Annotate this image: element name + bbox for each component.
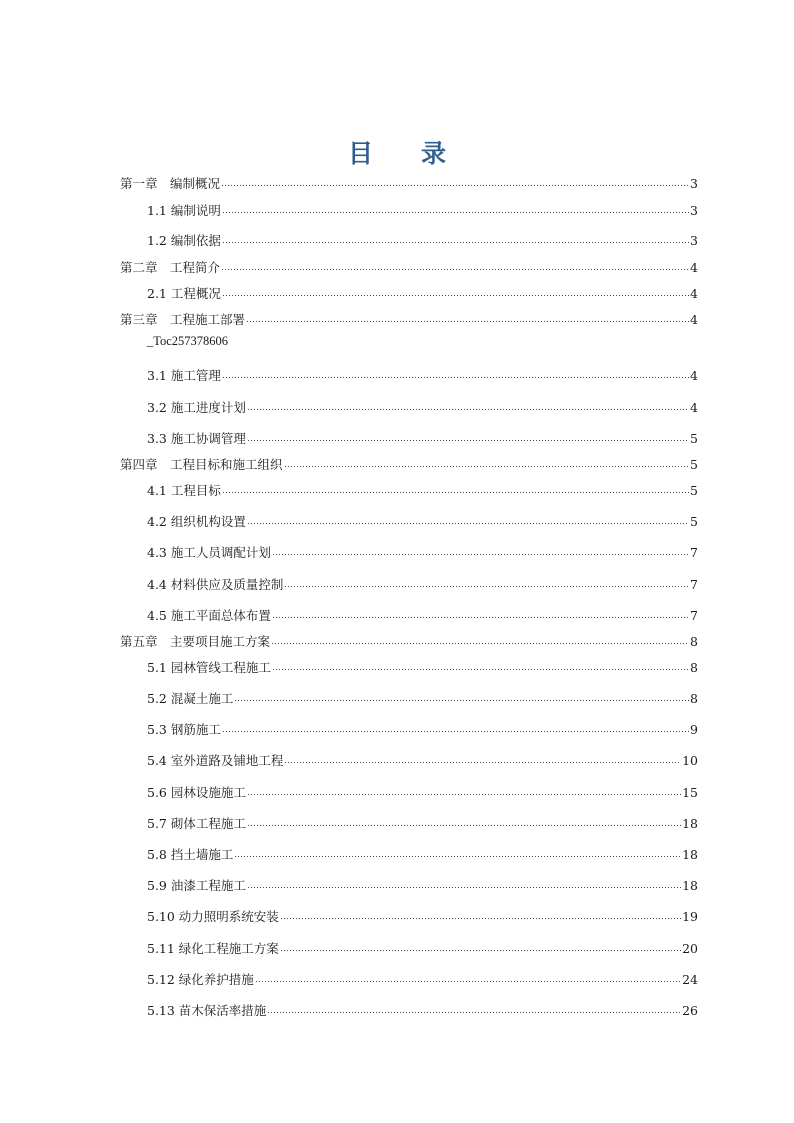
toc-leader-dots xyxy=(234,843,681,859)
toc-page-number: 3 xyxy=(690,176,698,191)
toc-entry-label: 5.8 挡土墙施工 xyxy=(147,847,234,862)
toc-leader-dots xyxy=(284,573,689,589)
toc-entry-label: 4.2 组织机构设置 xyxy=(147,514,246,529)
toc-page-number: 4 xyxy=(690,312,698,327)
toc-entry-1-1[interactable] xyxy=(147,199,698,218)
toc-leader-dots xyxy=(247,874,681,890)
toc-entry-4-5[interactable] xyxy=(147,604,698,623)
toc-entry-1-2[interactable] xyxy=(147,229,698,248)
toc-entry-4-4[interactable] xyxy=(147,573,698,592)
toc-entry-label: 2.1 工程概况 xyxy=(147,286,221,301)
toc-entry-label: 3.3 施工协调管理 xyxy=(147,431,246,446)
toc-entry-label: 5.9 油漆工程施工 xyxy=(147,878,246,893)
toc-entry-label: 4.1 工程目标 xyxy=(147,483,221,498)
toc-page-number: 4 xyxy=(690,368,698,383)
toc-entry-5-4[interactable] xyxy=(147,749,698,768)
toc-entry-3-3[interactable] xyxy=(147,427,698,446)
toc-entry-5-10[interactable] xyxy=(147,905,698,924)
toc-leader-dots xyxy=(247,812,681,828)
toc-leader-dots xyxy=(222,199,689,215)
toc-entry-label: 第三章 工程施工部署 xyxy=(120,312,246,327)
toc-entry-5-6[interactable] xyxy=(147,781,698,800)
toc-leader-dots xyxy=(284,749,681,765)
toc-page-number: 8 xyxy=(690,691,698,706)
toc-entry-label: 5.2 混凝土施工 xyxy=(147,691,234,706)
toc-entry-chapter-5[interactable] xyxy=(120,630,698,649)
toc-leader-dots xyxy=(247,510,689,526)
toc-page-number: 3 xyxy=(690,233,698,248)
toc-leader-dots xyxy=(272,656,689,672)
toc-entry-label: 5.4 室外道路及铺地工程 xyxy=(147,753,284,768)
toc-leader-dots xyxy=(271,630,689,646)
toc-page-number: 10 xyxy=(682,753,698,768)
toc-entry-5-7[interactable] xyxy=(147,812,698,831)
toc-entry-3-1[interactable] xyxy=(147,364,698,383)
toc-page-number: 24 xyxy=(682,972,698,987)
toc-entry-5-13[interactable] xyxy=(147,999,698,1018)
toc-page-number: 5 xyxy=(690,431,698,446)
toc-entry-5-2[interactable] xyxy=(147,687,698,706)
toc-page-number: 8 xyxy=(690,634,698,649)
toc-leader-dots xyxy=(246,308,689,324)
toc-entry-chapter-2[interactable] xyxy=(120,256,698,275)
toc-entry-5-8[interactable] xyxy=(147,843,698,862)
toc-entry-chapter-4[interactable] xyxy=(120,453,698,472)
toc-entry-label: 第四章 工程目标和施工组织 xyxy=(120,457,283,472)
toc-page-number: 18 xyxy=(682,847,698,862)
toc-entry-chapter-1[interactable] xyxy=(120,172,698,191)
toc-leader-dots xyxy=(284,453,690,469)
toc-page-number: 7 xyxy=(690,545,698,560)
toc-page-number: 9 xyxy=(690,722,698,737)
toc-leader-dots xyxy=(221,256,689,272)
toc-page-number: 26 xyxy=(682,1003,698,1018)
toc-entry-2-1[interactable] xyxy=(147,282,698,301)
toc-entry-label: 5.10 动力照明系统安装 xyxy=(147,909,279,924)
toc-page-number: 20 xyxy=(682,941,698,956)
toc-entry-label: 5.7 砌体工程施工 xyxy=(147,816,246,831)
toc-leader-dots xyxy=(222,364,689,380)
toc-leader-dots xyxy=(221,172,689,188)
toc-leader-dots xyxy=(222,229,689,245)
toc-page-number: 8 xyxy=(690,660,698,675)
toc-page-number: 4 xyxy=(690,260,698,275)
toc-leader-dots xyxy=(222,479,689,495)
toc-entry-label: 5.11 绿化工程施工方案 xyxy=(147,941,279,956)
toc-page-number: 7 xyxy=(690,608,698,623)
toc-entry-label: 1.2 编制依据 xyxy=(147,233,221,248)
toc-leader-dots xyxy=(247,781,681,797)
toc-entry-label: 第二章 工程简介 xyxy=(120,260,221,275)
toc-page-number: 7 xyxy=(690,577,698,592)
toc-entry-4-3[interactable] xyxy=(147,541,698,560)
toc-entry-5-12[interactable] xyxy=(147,968,698,987)
toc-entry-label: 第五章 主要项目施工方案 xyxy=(120,634,271,649)
toc-entry-label: 1.1 编制说明 xyxy=(147,203,221,218)
toc-page-number: 18 xyxy=(682,878,698,893)
toc-leader-dots xyxy=(222,282,689,298)
toc-page-number: 3 xyxy=(690,203,698,218)
toc-entry-5-11[interactable] xyxy=(147,937,698,956)
toc-leader-dots xyxy=(234,687,689,703)
toc-page-number: 4 xyxy=(690,400,698,415)
toc-entry-4-2[interactable] xyxy=(147,510,698,529)
toc-page-number: 15 xyxy=(682,785,698,800)
toc-entry-label: 4.4 材料供应及质量控制 xyxy=(147,577,284,592)
toc-field-code: _Toc257378606 xyxy=(147,334,229,348)
toc-page-number: 19 xyxy=(682,909,698,924)
page-title xyxy=(0,134,794,170)
toc-entry-label: 5.6 园林设施施工 xyxy=(147,785,246,800)
title-char-1: 目 xyxy=(347,139,373,168)
toc-entry-label: 5.12 绿化养护措施 xyxy=(147,972,254,987)
toc-entry-5-9[interactable] xyxy=(147,874,698,893)
toc-leader-dots xyxy=(267,999,681,1015)
toc-entry-label: 5.13 苗木保活率措施 xyxy=(147,1003,267,1018)
toc-leader-dots xyxy=(247,427,689,443)
toc-leader-dots xyxy=(280,905,681,921)
toc-entry-5-1[interactable] xyxy=(147,656,698,675)
toc-entry-label: 第一章 编制概况 xyxy=(120,176,221,191)
toc-entry-label: 3.1 施工管理 xyxy=(147,368,221,383)
toc-page-number: 4 xyxy=(690,286,698,301)
toc-entry-label: 5.1 园林管线工程施工 xyxy=(147,660,271,675)
toc-entry-label: 4.3 施工人员调配计划 xyxy=(147,545,271,560)
toc-entry-3-2[interactable] xyxy=(147,396,698,415)
toc-entry-chapter-3[interactable] xyxy=(120,308,698,327)
toc-leader-dots xyxy=(272,541,689,557)
toc-leader-dots xyxy=(222,718,689,734)
toc-page-number: 18 xyxy=(682,816,698,831)
toc-leader-dots xyxy=(255,968,681,984)
toc-entry-5-3[interactable] xyxy=(147,718,698,737)
toc-entry-label: 5.3 钢筋施工 xyxy=(147,722,221,737)
toc-page-number: 5 xyxy=(690,514,698,529)
toc-entry-4-1[interactable] xyxy=(147,479,698,498)
toc-leader-dots xyxy=(280,937,681,953)
toc-page-number: 5 xyxy=(690,483,698,498)
toc-leader-dots xyxy=(272,604,689,620)
toc-page-number: 5 xyxy=(690,457,698,472)
toc-entry-label: 4.5 施工平面总体布置 xyxy=(147,608,271,623)
toc-entry-label: 3.2 施工进度计划 xyxy=(147,400,246,415)
toc-leader-dots xyxy=(247,396,689,412)
title-char-2: 录 xyxy=(421,139,447,168)
